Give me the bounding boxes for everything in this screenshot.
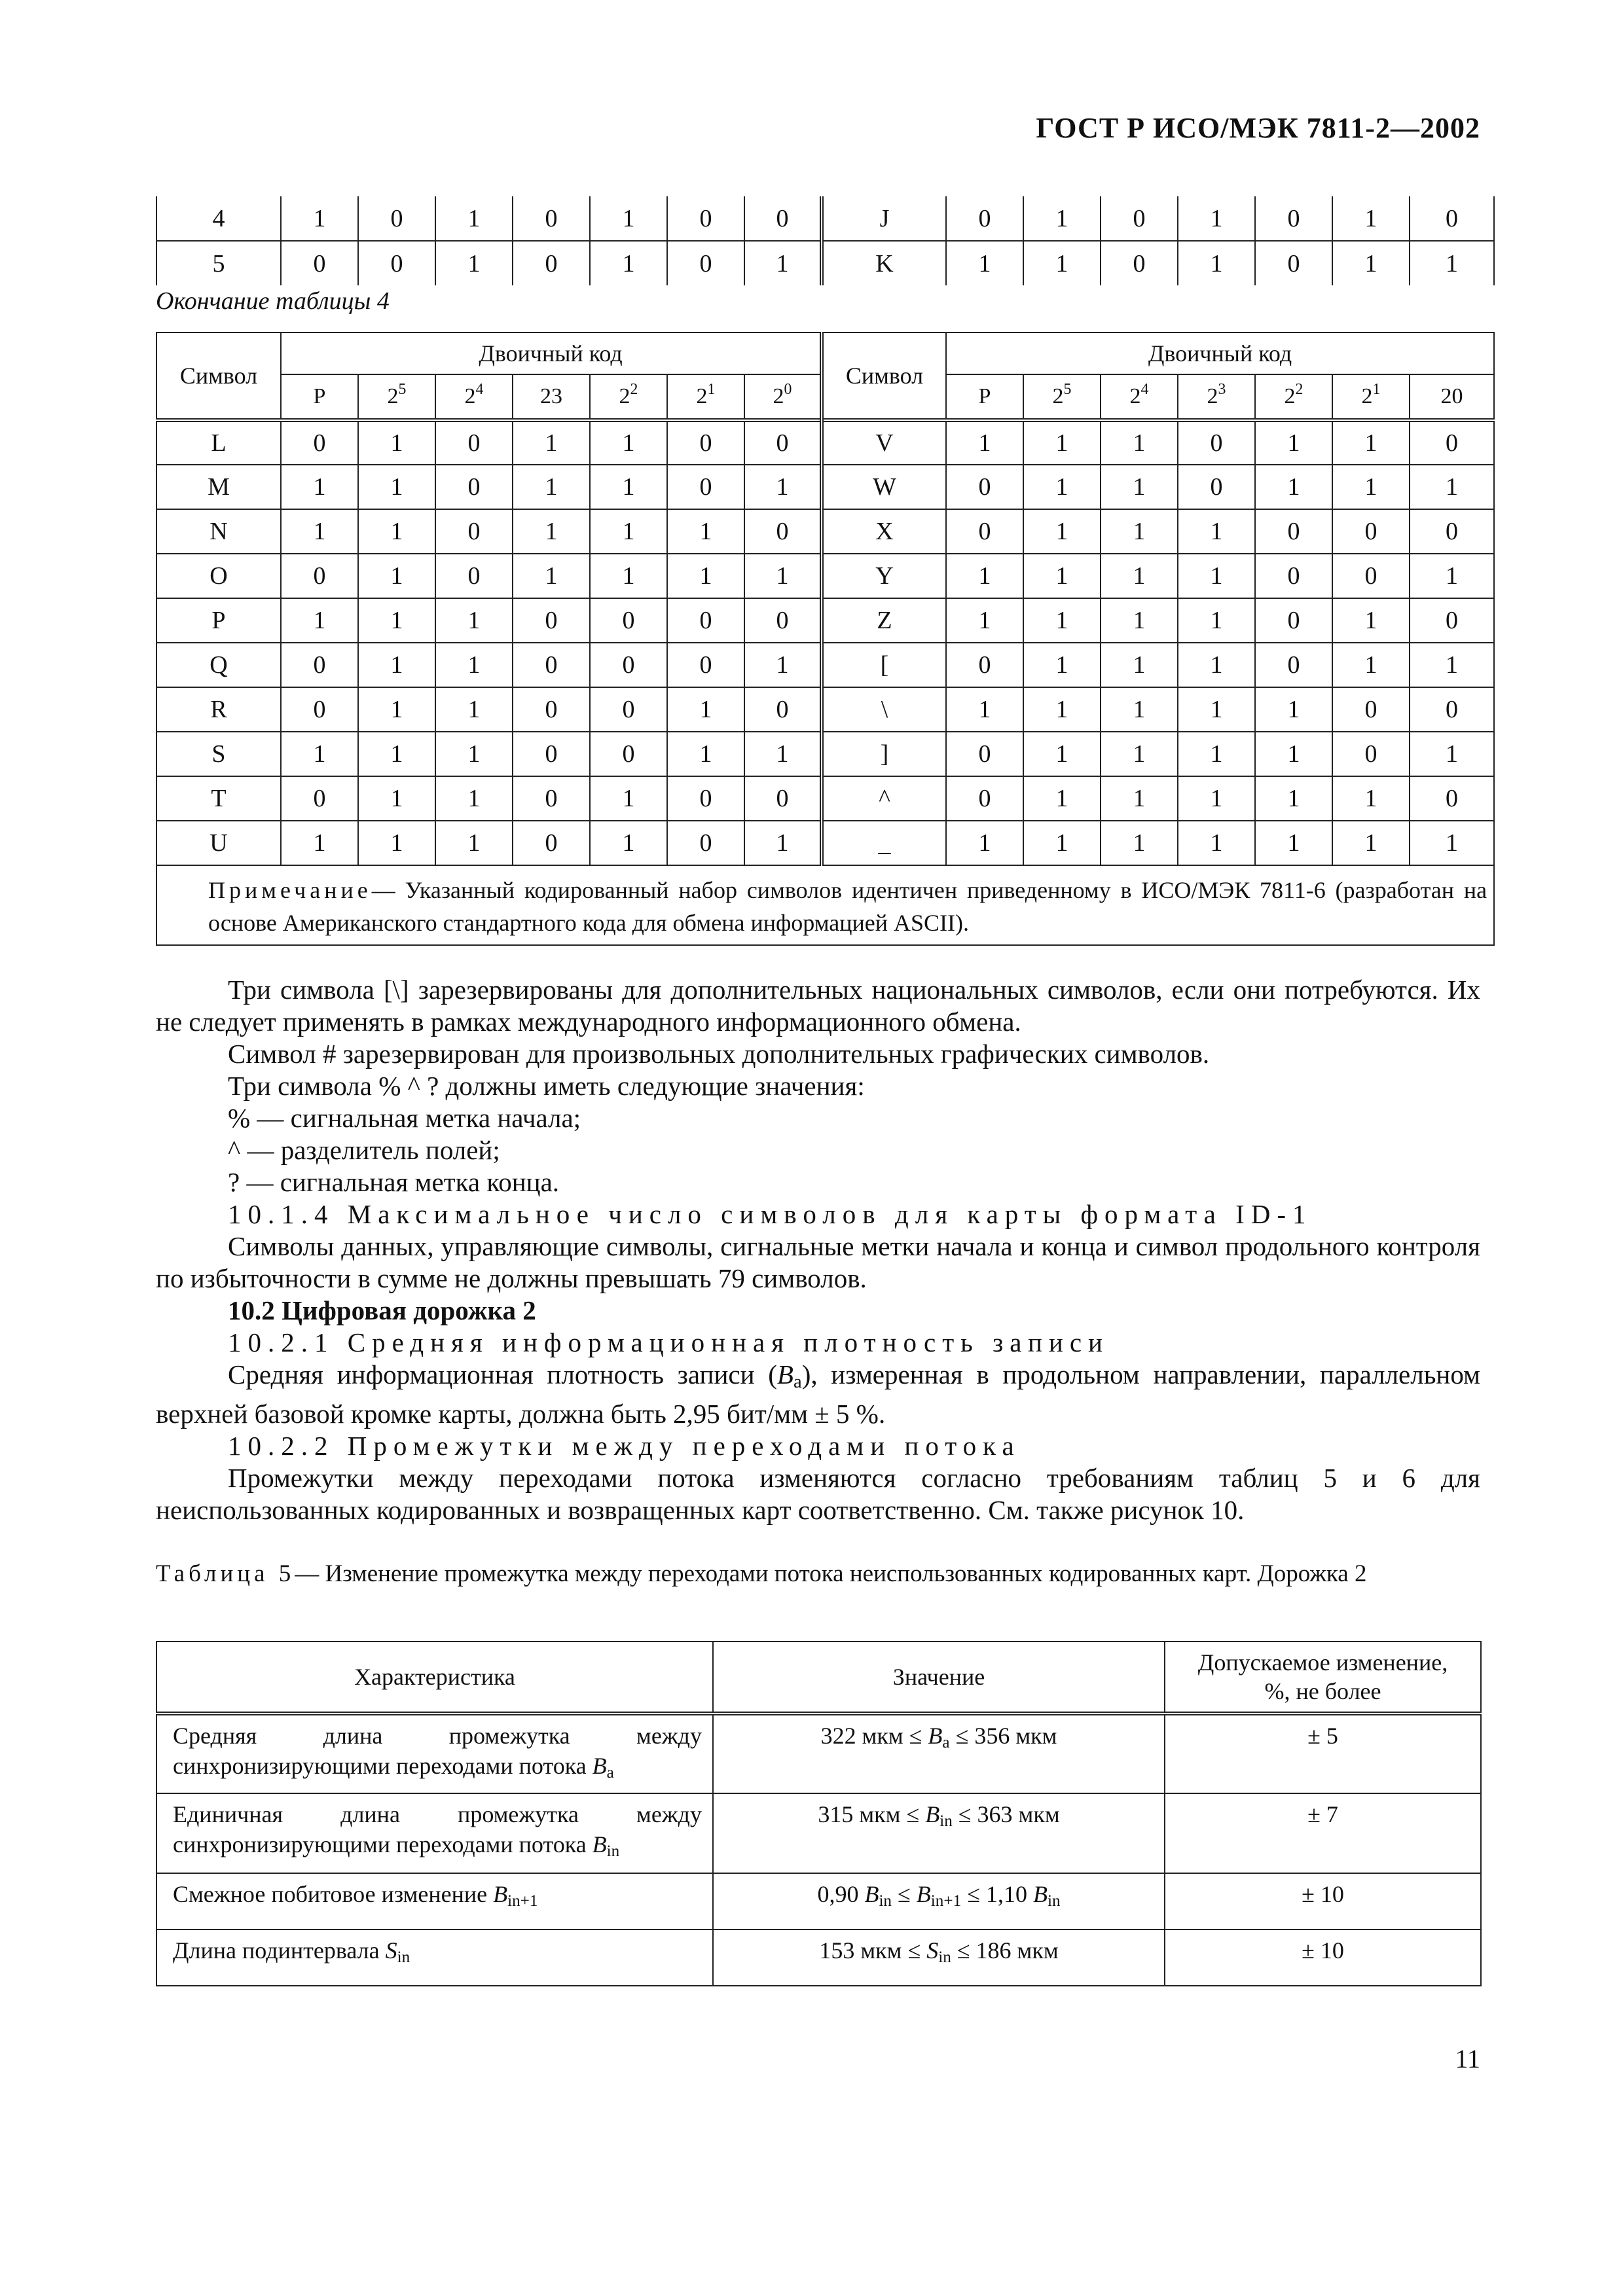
bit-header: $2^3$ [1178, 374, 1255, 420]
bit-cell: 1 [1332, 821, 1410, 865]
bit-cell: 0 [513, 821, 590, 865]
bit-cell: 1 [1101, 643, 1178, 687]
symbol-cell: \ [822, 687, 946, 732]
bit-cell: 0 [1410, 196, 1494, 241]
bit-cell: 1 [946, 420, 1023, 465]
bit-cell: 1 [744, 821, 822, 865]
bit-cell: 1 [1178, 643, 1255, 687]
bit-cell: 1 [358, 732, 435, 776]
bit-cell: 1 [1023, 420, 1101, 465]
bit-cell: 1 [1023, 732, 1101, 776]
bit-cell: 0 [1410, 687, 1494, 732]
bit-cell: 1 [1255, 732, 1332, 776]
bit-cell: 1 [1410, 241, 1494, 285]
bit-cell: 1 [590, 821, 667, 865]
paragraph: Средняя информационная плотность записи $(B_a)$, измеренная в продольном направлении, параллельном верхней базовой кромке карты, должна быть 2,95 бит/мм ± 5 %. [156, 1359, 1481, 1429]
table-row: Средняя длина промежутка между синхронизирующими переходами потока $B_a$ 322 мкм ≤ $B_a \le 356$ мкм ± 5 [156, 1713, 1481, 1793]
bit-cell: 1 [1410, 554, 1494, 598]
bit-cell: 1 [1178, 776, 1255, 821]
bit-cell: 1 [358, 776, 435, 821]
bit-cell: 1 [435, 776, 513, 821]
symbol-cell: Z [822, 598, 946, 643]
bit-cell: 1 [1023, 196, 1101, 241]
bit-cell: 1 [1178, 598, 1255, 643]
bit-cell: 1 [1023, 687, 1101, 732]
bit-cell: 0 [358, 196, 435, 241]
bit-header: 23 [513, 374, 590, 420]
bit-cell: 1 [1101, 732, 1178, 776]
bit-cell: 1 [435, 241, 513, 285]
bit-cell: 0 [946, 509, 1023, 554]
bit-header: $2^2$ [590, 374, 667, 420]
bit-cell: 1 [1332, 241, 1410, 285]
bit-cell: 0 [513, 776, 590, 821]
bit-cell: 1 [1178, 196, 1255, 241]
table-row [156, 598, 1494, 643]
table-row: Длина подинтервала $S_{in}$ 153 мкм ≤ $S_{in} \le 186$ мкм ± 10 [156, 1929, 1481, 1986]
bit-cell: 1 [358, 554, 435, 598]
bit-cell: 0 [1178, 465, 1255, 509]
bit-cell: 0 [744, 776, 822, 821]
bit-cell: 1 [946, 598, 1023, 643]
bit-cell: 1 [358, 465, 435, 509]
table-row [156, 554, 1494, 598]
bit-cell: 0 [590, 598, 667, 643]
bit-cell: 1 [513, 420, 590, 465]
bit-cell: 1 [1101, 687, 1178, 732]
bit-cell: 1 [1332, 776, 1410, 821]
bit-cell: 0 [1410, 509, 1494, 554]
section-heading-10-2-2: 10.2.2 Промежутки между переходами потока [228, 1431, 1021, 1461]
bit-cell: 1 [590, 554, 667, 598]
bit-cell: 1 [590, 509, 667, 554]
body-text [156, 974, 1480, 1526]
paragraph: Символ # зарезервирован для произвольных дополнительных графических символов. [228, 1039, 1210, 1069]
bit-cell: 0 [590, 687, 667, 732]
table-row [156, 241, 1494, 285]
bit-cell: 1 [590, 465, 667, 509]
bit-cell: 1 [1178, 241, 1255, 285]
col-header-characteristic: Характеристика [156, 1641, 713, 1713]
symbol-cell: ] [822, 732, 946, 776]
bit-cell: 0 [744, 196, 822, 241]
section-heading-10-1-4: 10.1.4 Максимальное число символов для карты формата ID-1 [228, 1199, 1313, 1229]
symbol-cell: Y [822, 554, 946, 598]
col-header-value: Значение [713, 1641, 1165, 1713]
bit-cell: 1 [435, 687, 513, 732]
bit-cell: 1 [744, 465, 822, 509]
paragraph: Три символа [\] зарезервированы для дополнительных национальных символов, если они потребуются. Их не следует применять в рамках международного информационного обмена. [156, 975, 1480, 1037]
section-heading-10-2-1: 10.2.1 Средняя информационная плотность записи [228, 1327, 1109, 1357]
symbol-cell: _ [822, 821, 946, 865]
bit-cell: 1 [946, 241, 1023, 285]
bit-cell: 0 [513, 598, 590, 643]
bit-cell: 0 [1255, 241, 1332, 285]
note-label: Примечание [208, 877, 372, 903]
page-header: ГОСТ Р ИСО/МЭК 7811-2—2002 [1036, 112, 1480, 144]
bit-header: 20 [1410, 374, 1494, 420]
bit-cell: 1 [358, 509, 435, 554]
symbol-cell: 4 [156, 196, 281, 241]
bit-cell: 0 [435, 554, 513, 598]
bit-cell: 0 [1255, 196, 1332, 241]
symbol-cell: T [156, 776, 281, 821]
table-row [156, 732, 1494, 776]
bit-cell: 1 [1255, 465, 1332, 509]
bit-cell: 1 [1178, 509, 1255, 554]
paragraph: Промежутки между переходами потока изменяются согласно требованиям таблиц 5 и 6 для неиспользованных кодированных и возвращенных карт соответственно. См. также рисунок 10. [156, 1463, 1480, 1525]
bit-cell: 1 [946, 821, 1023, 865]
symbol-cell: L [156, 420, 281, 465]
bit-cell: 1 [744, 732, 822, 776]
symbol-cell: P [156, 598, 281, 643]
bit-cell: 1 [1023, 509, 1101, 554]
bit-cell: 0 [281, 776, 358, 821]
bit-cell: 0 [1410, 776, 1494, 821]
bit-cell: 1 [1332, 196, 1410, 241]
bit-cell: 1 [744, 643, 822, 687]
bit-cell: 1 [590, 776, 667, 821]
bit-cell: 1 [358, 598, 435, 643]
bit-cell: 0 [946, 196, 1023, 241]
bit-cell: 0 [281, 554, 358, 598]
bit-cell: 0 [667, 643, 744, 687]
bit-cell: 1 [667, 554, 744, 598]
bit-cell: 1 [435, 598, 513, 643]
bit-cell: 0 [667, 196, 744, 241]
bit-cell: 0 [1332, 554, 1410, 598]
paragraph: ? — сигнальная метка конца. [228, 1167, 560, 1197]
table-row: Смежное побитовое изменение $B_{in+1}$ 0,90 $B_{in} \le B_{in+1} \le 1,10$ $B_{in}$ ± 10 [156, 1873, 1481, 1929]
bit-cell: 1 [1178, 554, 1255, 598]
bit-cell: 1 [1255, 776, 1332, 821]
bit-cell: 1 [1101, 821, 1178, 865]
bit-cell: 0 [513, 241, 590, 285]
bit-cell: 0 [513, 687, 590, 732]
symbol-cell: S [156, 732, 281, 776]
bit-cell: 0 [513, 196, 590, 241]
col-header-symbol-left: Символ [156, 332, 281, 420]
bit-cell: 0 [946, 465, 1023, 509]
bit-cell: 1 [1101, 420, 1178, 465]
symbol-cell: K [822, 241, 946, 285]
bit-cell: 0 [946, 643, 1023, 687]
bit-cell: 0 [1101, 196, 1178, 241]
bit-cell: 1 [358, 821, 435, 865]
bit-cell: 1 [1101, 598, 1178, 643]
bit-cell: 0 [1255, 643, 1332, 687]
bit-cell: 1 [1023, 465, 1101, 509]
paragraph: ^ — разделитель полей; [228, 1135, 500, 1165]
bit-cell: 0 [744, 687, 822, 732]
bit-cell: 0 [1255, 509, 1332, 554]
bit-cell: 0 [1332, 687, 1410, 732]
bit-cell: 1 [1023, 776, 1101, 821]
bit-cell: 1 [1178, 687, 1255, 732]
bit-cell: 1 [1332, 465, 1410, 509]
note-text: — Указанный кодированный набор символов идентичен приведенному в ИСО/МЭК 7811-6 (разработан на основе Американского стандартного кода для обмена информацией ASCII). [208, 877, 1487, 936]
bit-cell: 0 [1255, 554, 1332, 598]
bit-cell: 0 [435, 509, 513, 554]
bit-cell: 1 [744, 554, 822, 598]
symbol-cell: R [156, 687, 281, 732]
bit-header: $2^4$ [435, 374, 513, 420]
table-row [156, 776, 1494, 821]
table-row [156, 821, 1494, 865]
col-header-binary-right: Двоичный код [946, 332, 1494, 374]
bit-cell: 1 [435, 196, 513, 241]
symbol-cell: O [156, 554, 281, 598]
bit-cell: 1 [1332, 420, 1410, 465]
bit-cell: 0 [1255, 598, 1332, 643]
bit-cell: 0 [513, 643, 590, 687]
bit-cell: 1 [513, 465, 590, 509]
col-header-binary-left: Двоичный код [281, 332, 822, 374]
bit-cell: 1 [1410, 732, 1494, 776]
bit-cell: 1 [513, 509, 590, 554]
bit-header: $2^1$ [667, 374, 744, 420]
bit-cell: 0 [358, 241, 435, 285]
bit-cell: 1 [1023, 821, 1101, 865]
bit-cell: 1 [946, 687, 1023, 732]
symbol-cell: ^ [822, 776, 946, 821]
bit-cell: 0 [946, 776, 1023, 821]
bit-cell: 1 [1255, 420, 1332, 465]
bit-cell: 1 [1101, 554, 1178, 598]
bit-cell: 0 [590, 643, 667, 687]
bit-cell: 0 [281, 241, 358, 285]
symbol-cell: N [156, 509, 281, 554]
bit-cell: 1 [281, 821, 358, 865]
bit-cell: 1 [667, 687, 744, 732]
bit-cell: 0 [667, 821, 744, 865]
bit-header: $2^5$ [358, 374, 435, 420]
bit-cell: 1 [358, 643, 435, 687]
table-row [156, 643, 1494, 687]
bit-cell: 0 [513, 732, 590, 776]
symbol-cell: V [822, 420, 946, 465]
page-number: 11 [1455, 2044, 1480, 2073]
symbol-cell: W [822, 465, 946, 509]
bit-cell: 1 [1332, 598, 1410, 643]
table4 [156, 332, 1495, 946]
bit-cell: 0 [590, 732, 667, 776]
bit-cell: 1 [358, 687, 435, 732]
bit-cell: 0 [1332, 509, 1410, 554]
table-row [156, 687, 1494, 732]
col-header-symbol-right: Символ [822, 332, 946, 420]
bit-cell: 1 [1410, 465, 1494, 509]
bit-cell: 0 [1101, 241, 1178, 285]
table-row [156, 509, 1494, 554]
bit-cell: 1 [1023, 598, 1101, 643]
bit-cell: 0 [744, 598, 822, 643]
bit-cell: 1 [1023, 554, 1101, 598]
bit-cell: 1 [435, 732, 513, 776]
bit-header: P [281, 374, 358, 420]
table4-caption: Окончание таблицы 4 [156, 287, 390, 315]
bit-cell: 0 [435, 465, 513, 509]
bit-cell: 1 [590, 420, 667, 465]
bit-cell: 1 [590, 241, 667, 285]
bit-cell: 1 [667, 732, 744, 776]
bit-cell: 0 [281, 420, 358, 465]
table5-caption: Таблица 5— Изменение промежутка между переходами потока неиспользованных кодированных карт. Дорожка 2 [156, 1560, 1367, 1587]
bit-cell: 1 [281, 732, 358, 776]
table-row [156, 196, 1494, 241]
bit-cell: 1 [435, 821, 513, 865]
symbol-cell: Q [156, 643, 281, 687]
bit-cell: 1 [281, 196, 358, 241]
bit-cell: 0 [1410, 420, 1494, 465]
bit-cell: 0 [667, 465, 744, 509]
bit-cell: 0 [1410, 598, 1494, 643]
paragraph: % — сигнальная метка начала; [228, 1103, 581, 1133]
bit-cell: 0 [667, 420, 744, 465]
section-heading-10-2: 10.2 Цифровая дорожка 2 [228, 1295, 536, 1325]
bit-header: P [946, 374, 1023, 420]
bit-cell: 1 [281, 598, 358, 643]
bit-cell: 1 [1178, 821, 1255, 865]
bit-cell: 1 [435, 643, 513, 687]
bit-cell: 1 [281, 465, 358, 509]
bit-cell: 1 [590, 196, 667, 241]
table4-continuation [156, 196, 1495, 285]
table5 [156, 1641, 1482, 1986]
symbol-cell: 5 [156, 241, 281, 285]
bit-cell: 1 [513, 554, 590, 598]
table-row [156, 465, 1494, 509]
bit-cell: 1 [358, 420, 435, 465]
symbol-cell: X [822, 509, 946, 554]
bit-cell: 0 [435, 420, 513, 465]
table4-note [156, 865, 1494, 945]
bit-cell: 1 [1332, 643, 1410, 687]
table-row: Единичная длина промежутка между синхронизирующими переходами потока $B_{in}$ 315 мкм ≤ $B_{in} \le 363$ мкм ± 7 [156, 1793, 1481, 1873]
bit-cell: 0 [667, 241, 744, 285]
bit-cell: 1 [1255, 821, 1332, 865]
bit-cell: 0 [667, 598, 744, 643]
bit-cell: 0 [946, 732, 1023, 776]
bit-cell: 1 [1101, 465, 1178, 509]
bit-cell: 1 [1178, 732, 1255, 776]
table-row [156, 420, 1494, 465]
bit-cell: 1 [667, 509, 744, 554]
symbol-cell: [ [822, 643, 946, 687]
bit-cell: 1 [744, 241, 822, 285]
symbol-cell: U [156, 821, 281, 865]
bit-header: $2^4$ [1101, 374, 1178, 420]
paragraph: Три символа % ^ ? должны иметь следующие значения: [228, 1071, 865, 1101]
bit-cell: 0 [744, 420, 822, 465]
bit-cell: 1 [1023, 241, 1101, 285]
bit-cell: 0 [667, 776, 744, 821]
bit-cell: 1 [1410, 643, 1494, 687]
bit-header: $2^0$ [744, 374, 822, 420]
bit-cell: 0 [1332, 732, 1410, 776]
bit-cell: 0 [1178, 420, 1255, 465]
bit-cell: 0 [281, 687, 358, 732]
bit-header: $2^5$ [1023, 374, 1101, 420]
bit-cell: 1 [1410, 821, 1494, 865]
symbol-cell: M [156, 465, 281, 509]
bit-cell: 0 [744, 509, 822, 554]
bit-header: $2^2$ [1255, 374, 1332, 420]
col-header-tolerance: Допускаемое изменение, %, не более [1165, 1641, 1481, 1713]
bit-header: $2^1$ [1332, 374, 1410, 420]
bit-cell: 0 [281, 643, 358, 687]
paragraph: Символы данных, управляющие символы, сигнальные метки начала и конца и символ продольного контроля по избыточности в сумме не должны превышать 79 символов. [156, 1231, 1480, 1293]
symbol-cell: J [822, 196, 946, 241]
bit-cell: 1 [1101, 776, 1178, 821]
bit-cell: 1 [1023, 643, 1101, 687]
bit-cell: 1 [1255, 687, 1332, 732]
bit-cell: 1 [281, 509, 358, 554]
bit-cell: 1 [946, 554, 1023, 598]
bit-cell: 1 [1101, 509, 1178, 554]
